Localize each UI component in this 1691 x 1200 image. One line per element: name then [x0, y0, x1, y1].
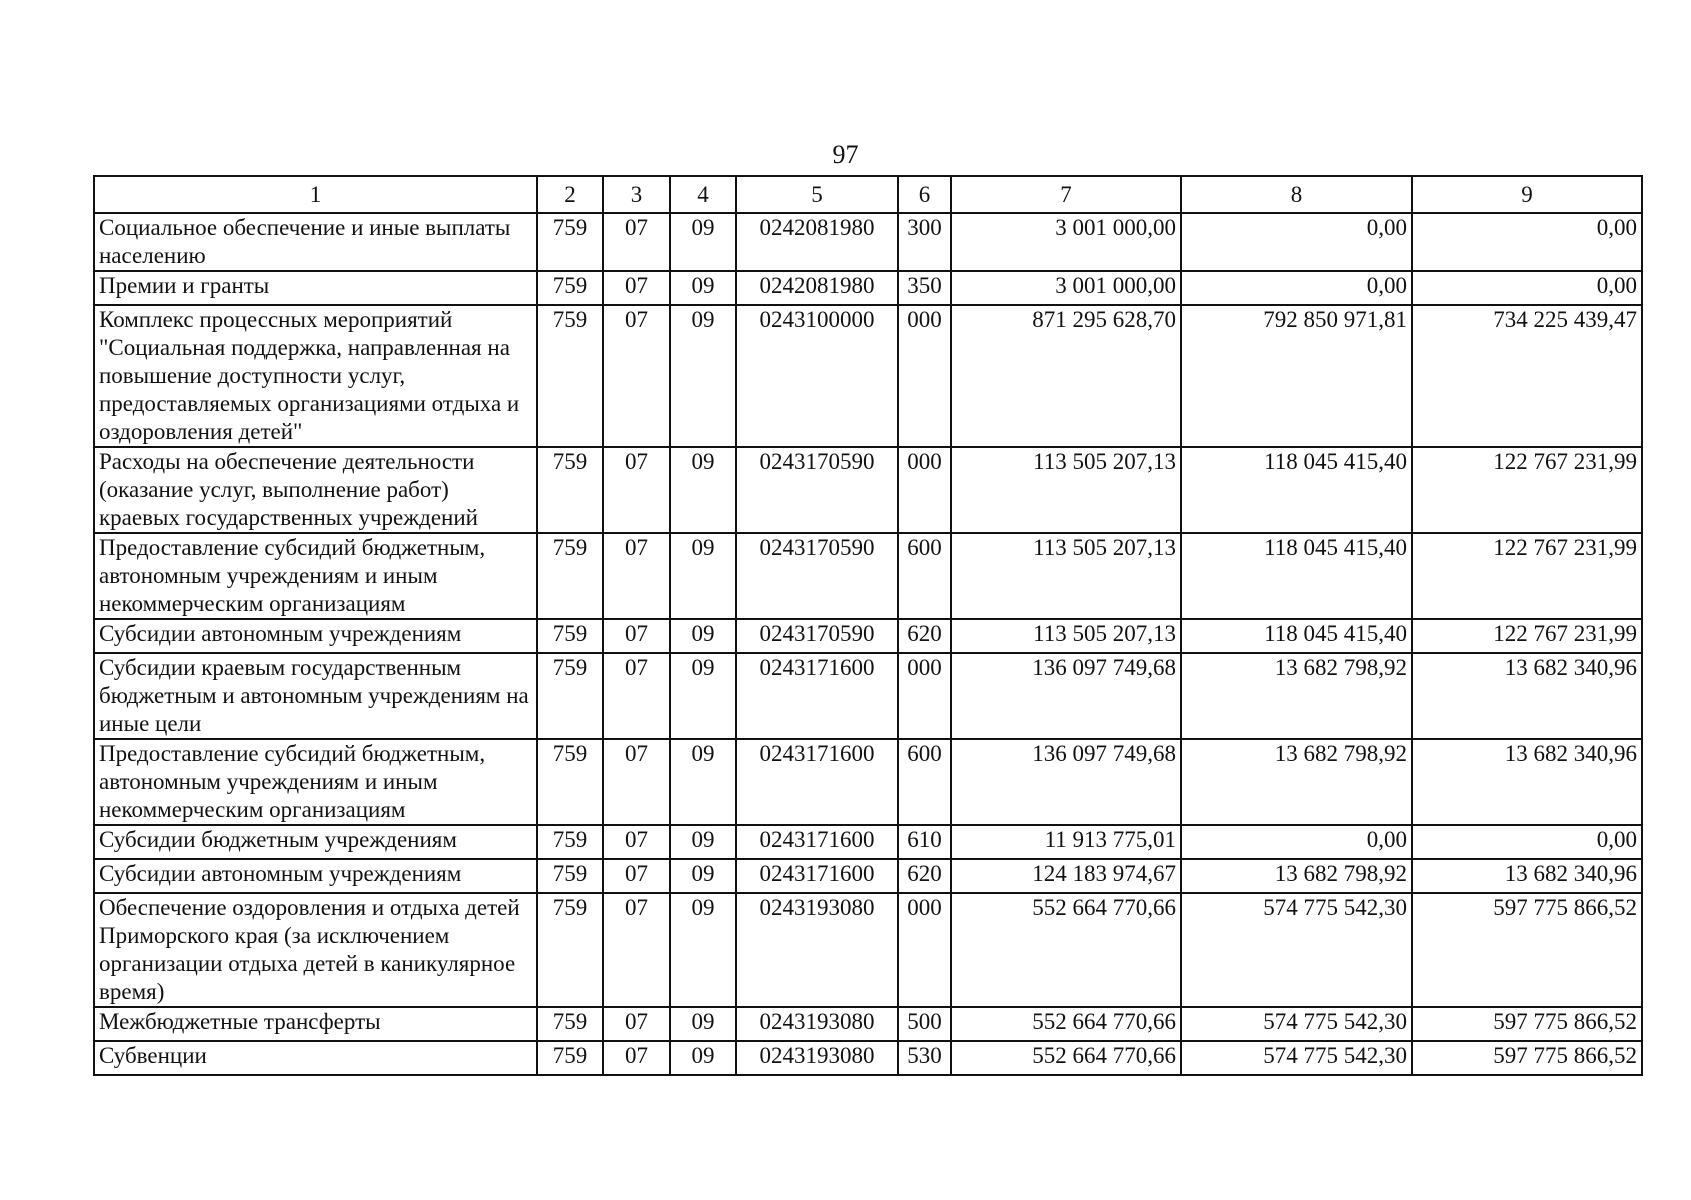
table-row	[94, 271, 1642, 305]
code-cell: 09	[670, 447, 736, 533]
column-header: 1	[94, 176, 537, 213]
code-cell: 07	[603, 1041, 670, 1075]
expense-name: Субсидии краевым государственным бюджетным и автономным учреждениям на иные цели	[94, 653, 537, 739]
table-row	[94, 305, 1642, 447]
amount-cell: 113 505 207,13	[951, 533, 1181, 619]
amount-cell: 792 850 971,81	[1181, 305, 1412, 447]
expense-name: Комплекс процессных мероприятий "Социальная поддержка, направленная на повышение доступности услуг, предоставляемых организациями отдыха и оздоровления детей"	[94, 305, 537, 447]
code-cell: 0243170590	[736, 619, 898, 653]
amount-cell: 871 295 628,70	[951, 305, 1181, 447]
code-cell: 350	[898, 271, 951, 305]
column-header: 6	[898, 176, 951, 213]
amount-cell: 0,00	[1181, 271, 1412, 305]
code-cell: 0243193080	[736, 893, 898, 1007]
code-cell: 759	[537, 619, 603, 653]
code-cell: 759	[537, 825, 603, 859]
code-cell: 600	[898, 533, 951, 619]
amount-cell: 597 775 866,52	[1412, 893, 1642, 1007]
amount-cell: 597 775 866,52	[1412, 1041, 1642, 1075]
amount-cell: 0,00	[1181, 825, 1412, 859]
amount-cell: 13 682 798,92	[1181, 739, 1412, 825]
code-cell: 09	[670, 271, 736, 305]
expense-name: Субсидии автономным учреждениям	[94, 619, 537, 653]
code-cell: 09	[670, 213, 736, 271]
expense-name: Социальное обеспечение и иные выплаты населению	[94, 213, 537, 271]
code-cell: 300	[898, 213, 951, 271]
amount-cell: 122 767 231,99	[1412, 619, 1642, 653]
amount-cell: 13 682 340,96	[1412, 859, 1642, 893]
code-cell: 07	[603, 1007, 670, 1041]
code-cell: 09	[670, 859, 736, 893]
column-header: 9	[1412, 176, 1642, 213]
amount-cell: 136 097 749,68	[951, 653, 1181, 739]
code-cell: 07	[603, 271, 670, 305]
code-cell: 0243171600	[736, 825, 898, 859]
code-cell: 500	[898, 1007, 951, 1041]
code-cell: 0243170590	[736, 447, 898, 533]
amount-cell: 13 682 340,96	[1412, 739, 1642, 825]
code-cell: 09	[670, 305, 736, 447]
code-cell: 09	[670, 1007, 736, 1041]
table-row	[94, 1041, 1642, 1075]
column-header: 5	[736, 176, 898, 213]
amount-cell: 734 225 439,47	[1412, 305, 1642, 447]
code-cell: 759	[537, 739, 603, 825]
table-row	[94, 619, 1642, 653]
code-cell: 09	[670, 619, 736, 653]
code-cell: 09	[670, 533, 736, 619]
amount-cell: 113 505 207,13	[951, 447, 1181, 533]
table-row	[94, 533, 1642, 619]
amount-cell: 552 664 770,66	[951, 1007, 1181, 1041]
expense-name: Премии и гранты	[94, 271, 537, 305]
code-cell: 07	[603, 213, 670, 271]
code-cell: 07	[603, 825, 670, 859]
budget-table	[93, 175, 1643, 1076]
amount-cell: 113 505 207,13	[951, 619, 1181, 653]
amount-cell: 3 001 000,00	[951, 271, 1181, 305]
code-cell: 07	[603, 893, 670, 1007]
code-cell: 759	[537, 1041, 603, 1075]
amount-cell: 574 775 542,30	[1181, 1041, 1412, 1075]
column-header: 3	[603, 176, 670, 213]
code-cell: 759	[537, 1007, 603, 1041]
amount-cell: 552 664 770,66	[951, 893, 1181, 1007]
amount-cell: 574 775 542,30	[1181, 893, 1412, 1007]
table-row	[94, 739, 1642, 825]
table-row	[94, 859, 1642, 893]
amount-cell: 13 682 798,92	[1181, 859, 1412, 893]
code-cell: 000	[898, 653, 951, 739]
amount-cell: 574 775 542,30	[1181, 1007, 1412, 1041]
code-cell: 07	[603, 533, 670, 619]
amount-cell: 13 682 340,96	[1412, 653, 1642, 739]
expense-name: Субвенции	[94, 1041, 537, 1075]
expense-name: Межбюджетные трансферты	[94, 1007, 537, 1041]
amount-cell: 124 183 974,67	[951, 859, 1181, 893]
expense-name: Субсидии автономным учреждениям	[94, 859, 537, 893]
amount-cell: 118 045 415,40	[1181, 447, 1412, 533]
code-cell: 600	[898, 739, 951, 825]
code-cell: 09	[670, 739, 736, 825]
expense-name: Предоставление субсидий бюджетным, автономным учреждениям и иным некоммерческим организациям	[94, 739, 537, 825]
expense-name: Субсидии бюджетным учреждениям	[94, 825, 537, 859]
code-cell: 07	[603, 859, 670, 893]
amount-cell: 118 045 415,40	[1181, 619, 1412, 653]
code-cell: 759	[537, 533, 603, 619]
column-header: 8	[1181, 176, 1412, 213]
amount-cell: 552 664 770,66	[951, 1041, 1181, 1075]
amount-cell: 13 682 798,92	[1181, 653, 1412, 739]
expense-name: Обеспечение оздоровления и отдыха детей Приморского края (за исключением организации отдыха детей в каникулярное время)	[94, 893, 537, 1007]
code-cell: 759	[537, 271, 603, 305]
code-cell: 759	[537, 447, 603, 533]
column-header: 2	[537, 176, 603, 213]
code-cell: 000	[898, 893, 951, 1007]
code-cell: 07	[603, 619, 670, 653]
table-row	[94, 447, 1642, 533]
code-cell: 0243171600	[736, 739, 898, 825]
code-cell: 09	[670, 825, 736, 859]
expense-name: Расходы на обеспечение деятельности (оказание услуг, выполнение работ) краевых государственных учреждений	[94, 447, 537, 533]
code-cell: 09	[670, 1041, 736, 1075]
code-cell: 09	[670, 653, 736, 739]
code-cell: 09	[670, 893, 736, 1007]
amount-cell: 11 913 775,01	[951, 825, 1181, 859]
code-cell: 759	[537, 213, 603, 271]
code-cell: 0243100000	[736, 305, 898, 447]
code-cell: 0243193080	[736, 1041, 898, 1075]
code-cell: 759	[537, 653, 603, 739]
amount-cell: 122 767 231,99	[1412, 447, 1642, 533]
code-cell: 07	[603, 653, 670, 739]
amount-cell: 597 775 866,52	[1412, 1007, 1642, 1041]
amount-cell: 136 097 749,68	[951, 739, 1181, 825]
amount-cell: 0,00	[1412, 271, 1642, 305]
code-cell: 07	[603, 305, 670, 447]
code-cell: 759	[537, 893, 603, 1007]
code-cell: 07	[603, 739, 670, 825]
code-cell: 610	[898, 825, 951, 859]
code-cell: 0243193080	[736, 1007, 898, 1041]
code-cell: 620	[898, 859, 951, 893]
code-cell: 0242081980	[736, 213, 898, 271]
code-cell: 0243171600	[736, 653, 898, 739]
code-cell: 0243170590	[736, 533, 898, 619]
code-cell: 000	[898, 447, 951, 533]
table-row	[94, 213, 1642, 271]
table-row	[94, 825, 1642, 859]
amount-cell: 0,00	[1412, 825, 1642, 859]
amount-cell: 122 767 231,99	[1412, 533, 1642, 619]
code-cell: 0243171600	[736, 859, 898, 893]
page-number: 97	[832, 140, 859, 169]
amount-cell: 3 001 000,00	[951, 213, 1181, 271]
code-cell: 000	[898, 305, 951, 447]
column-header: 7	[951, 176, 1181, 213]
code-cell: 759	[537, 859, 603, 893]
column-header: 4	[670, 176, 736, 213]
code-cell: 07	[603, 447, 670, 533]
table-row	[94, 1007, 1642, 1041]
code-cell: 0242081980	[736, 271, 898, 305]
amount-cell: 118 045 415,40	[1181, 533, 1412, 619]
code-cell: 530	[898, 1041, 951, 1075]
column-number-header-row	[94, 176, 1642, 213]
amount-cell: 0,00	[1181, 213, 1412, 271]
table-row	[94, 893, 1642, 1007]
table-row	[94, 653, 1642, 739]
code-cell: 620	[898, 619, 951, 653]
code-cell: 759	[537, 305, 603, 447]
expense-name: Предоставление субсидий бюджетным, автономным учреждениям и иным некоммерческим организациям	[94, 533, 537, 619]
amount-cell: 0,00	[1412, 213, 1642, 271]
